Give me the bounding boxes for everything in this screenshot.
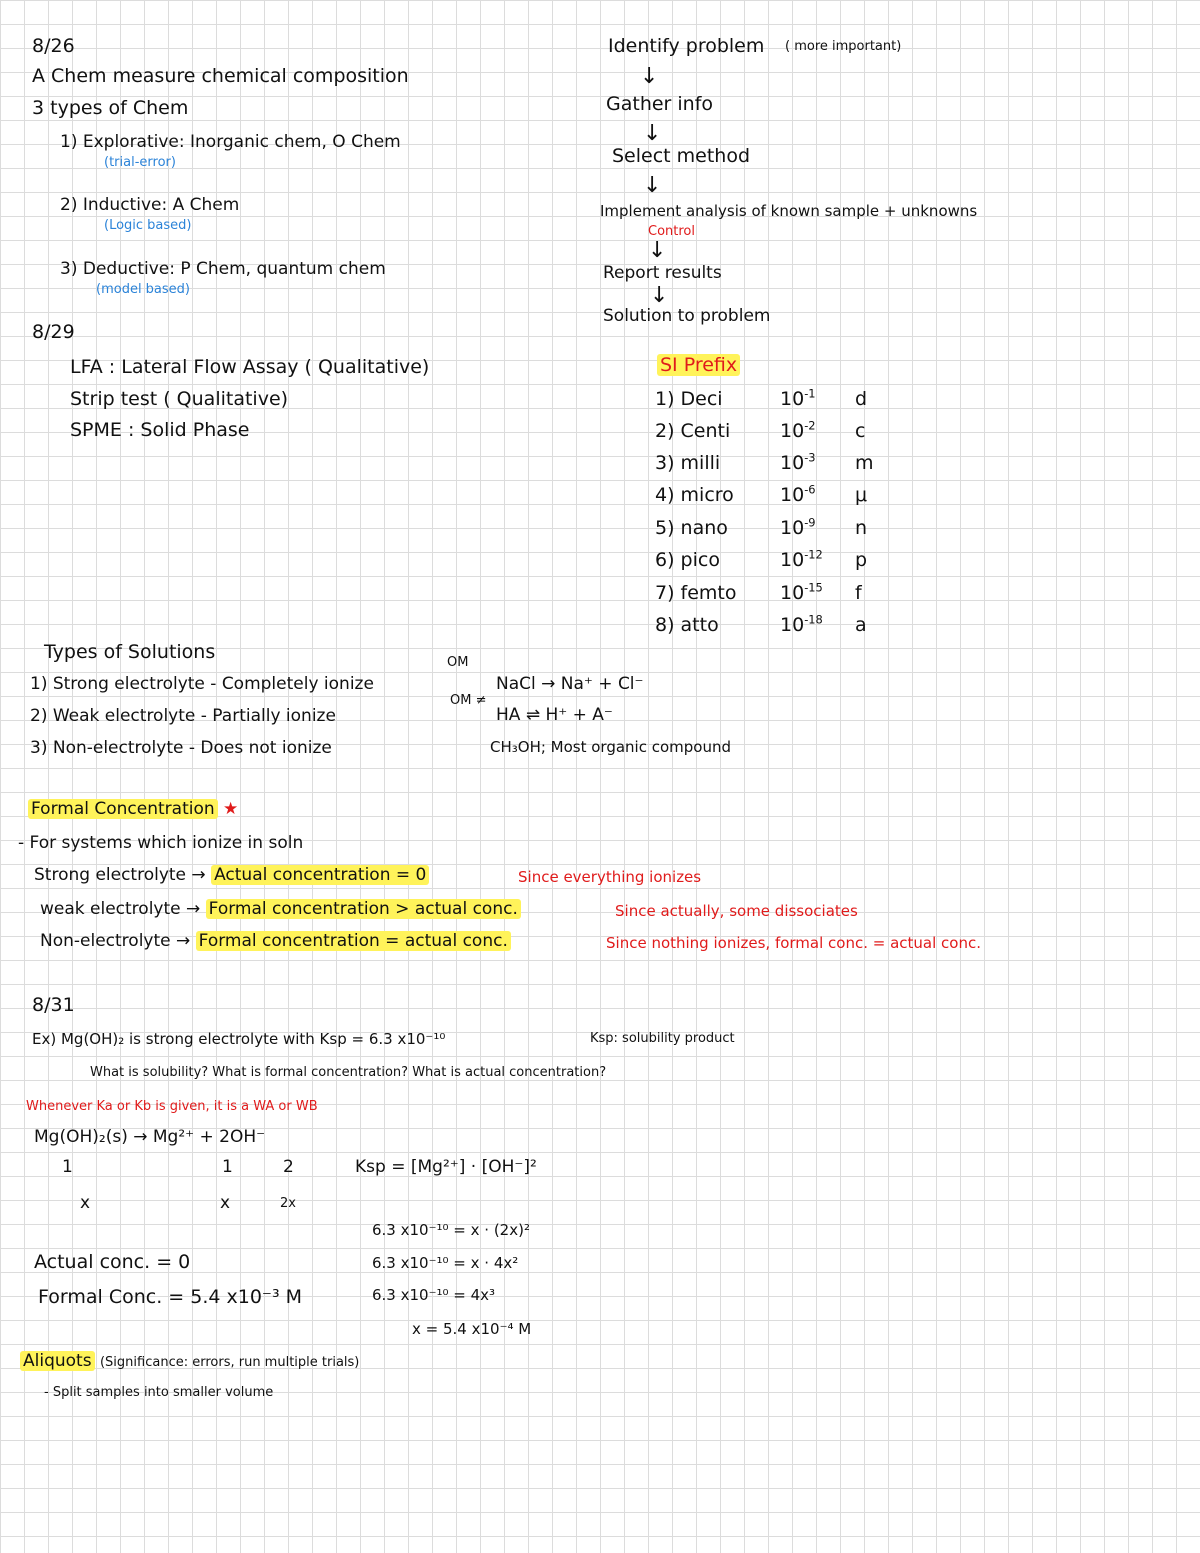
reaction-equation: Mg(OH)₂(s) → Mg²⁺ + 2OH⁻ [34,1127,266,1147]
ksp-expression: Ksp = [Mg²⁺] · [OH⁻]² [355,1157,537,1177]
formal-weak-note: Since actually, some dissociates [615,902,858,920]
formal-strong-label: Strong electrolyte → [34,865,206,885]
si-prefix-row [655,452,885,482]
si-prefix-name: 6) pico [655,549,720,571]
var-2: x [220,1193,231,1213]
si-prefix-power [780,388,816,410]
si-prefix-title-text: SI Prefix [657,354,740,376]
si-prefix-exponent: -3 [804,450,816,465]
type-deductive: 3) Deductive: P Chem, quantum chem [60,259,386,279]
si-prefix-power [780,484,816,506]
si-prefix-name: 4) micro [655,484,734,506]
coef-3: 2 [283,1157,294,1177]
types-of-chem-heading: 3 types of Chem [32,97,189,119]
si-prefix-power [780,549,823,571]
si-prefix-name: 1) Deci [655,388,723,410]
si-prefix-name: 5) nano [655,517,728,539]
flow-solution: Solution to problem [603,306,771,326]
calc-step-4: x = 5.4 x10⁻⁴ M [412,1320,532,1338]
si-prefix-base: 10 [780,614,805,636]
si-prefix-base: 10 [780,549,805,571]
si-prefix-power [780,582,823,604]
si-prefix-name: 7) femto [655,582,737,604]
formal-non-row [40,932,511,952]
si-prefix-base: 10 [780,452,805,474]
aliquots-heading [20,1352,359,1372]
type-inductive-note: (Logic based) [104,218,192,233]
formal-strong-highlight: Actual concentration = 0 [211,865,429,885]
flow-arrow-2: ↓ [643,121,662,146]
si-prefix-power [780,452,816,474]
si-prefix-base: 10 [780,517,805,539]
si-prefix-title [657,355,740,377]
si-prefix-exponent: -18 [804,612,823,627]
flow-arrow-1: ↓ [640,64,659,89]
formal-strong-note: Since everything ionizes [518,868,702,886]
flow-identify-problem: Identify problem [608,35,765,57]
flow-implement-analysis: Implement analysis of known sample + unknowns [600,202,978,220]
si-prefix-base: 10 [780,582,805,604]
formal-concentration-heading [28,800,238,820]
spme-line: SPME : Solid Phase [70,419,250,441]
type-deductive-note: (model based) [96,282,190,297]
si-prefix-row [655,388,885,418]
flow-identify-note: ( more important) [785,39,902,54]
formal-non-label: Non-electrolyte → [40,931,191,951]
si-prefix-exponent: -9 [804,515,816,530]
example-questions: What is solubility? What is formal concentration? What is actual concentration? [90,1065,607,1080]
coef-2: 1 [222,1157,233,1177]
si-prefix-base: 10 [780,420,805,442]
si-prefix-symbol: μ [855,484,868,506]
si-prefix-power [780,517,816,539]
flow-report-results: Report results [603,263,722,283]
solution-non: 3) Non-electrolyte - Does not ionize [30,738,332,758]
flow-arrow-4: ↓ [648,238,667,263]
strip-test-line: Strip test ( Qualitative) [70,388,289,410]
si-prefix-row [655,614,885,644]
calc-step-1: 6.3 x10⁻¹⁰ = x · (2x)² [372,1221,530,1239]
si-prefix-row [655,549,885,579]
si-prefix-exponent: -2 [804,418,816,433]
si-prefix-exponent: -15 [804,580,823,595]
actual-conc: Actual conc. = 0 [34,1251,191,1273]
si-prefix-symbol: p [855,549,868,571]
om-label-1: OM [447,655,469,670]
date-8-26: 8/26 [32,35,75,57]
types-of-solutions-heading: Types of Solutions [44,641,216,663]
aliquots-detail: - Split samples into smaller volume [44,1385,274,1400]
si-prefix-exponent: -1 [804,386,816,401]
date-8-29: 8/29 [32,321,75,343]
si-prefix-name: 2) Centi [655,420,731,442]
formal-weak-label: weak electrolyte → [40,899,201,919]
calc-step-3: 6.3 x10⁻¹⁰ = 4x³ [372,1286,496,1304]
si-prefix-base: 10 [780,388,805,410]
si-prefix-symbol: a [855,614,867,636]
solution-weak: 2) Weak electrolyte - Partially ionize [30,706,336,726]
si-prefix-symbol: c [855,420,866,442]
example-line: Ex) Mg(OH)₂ is strong electrolyte with Ksp = 6.3 x10⁻¹⁰ [32,1030,446,1048]
flow-arrow-5: ↓ [650,283,669,308]
formal-conc: Formal Conc. = 5.4 x10⁻³ M [38,1286,302,1308]
formal-intro: - For systems which ionize in soln [18,833,304,853]
si-prefix-name: 8) atto [655,614,719,636]
si-prefix-symbol: d [855,388,868,410]
calc-step-2: 6.3 x10⁻¹⁰ = x · 4x² [372,1254,519,1272]
star-icon: ★ [223,799,239,819]
si-prefix-row [655,420,885,450]
si-prefix-symbol: f [855,582,862,604]
si-prefix-power [780,420,816,442]
si-prefix-row [655,484,885,514]
si-prefix-exponent: -12 [804,547,823,562]
formal-strong-row [34,866,429,886]
formal-non-note: Since nothing ionizes, formal conc. = actual conc. [606,934,981,952]
om-label-2: OM ≠ [450,693,487,708]
si-prefix-symbol: n [855,517,868,539]
si-prefix-row [655,582,885,612]
flow-gather-info: Gather info [606,93,714,115]
solution-strong: 1) Strong electrolyte - Completely ionize [30,674,374,694]
date-8-31: 8/31 [32,994,75,1016]
coef-1: 1 [62,1157,73,1177]
var-3: 2x [280,1196,296,1211]
si-prefix-row [655,517,885,547]
equation-ha: HA ⇌ H⁺ + A⁻ [496,705,613,725]
ka-kb-rule: Whenever Ka or Kb is given, it is a WA or WB [26,1099,318,1114]
aliquots-heading-text: Aliquots [20,1351,95,1371]
formal-weak-row [40,900,521,920]
si-prefix-base: 10 [780,484,805,506]
aliquots-note: (Significance: errors, run multiple trials) [99,1355,360,1370]
flow-control-note: Control [648,224,695,239]
si-prefix-exponent: -6 [804,482,816,497]
ksp-note: Ksp: solubility product [590,1031,735,1046]
achem-definition: A Chem measure chemical composition [32,65,409,87]
var-1: x [80,1193,91,1213]
si-prefix-power [780,614,823,636]
equation-nacl: NaCl → Na⁺ + Cl⁻ [496,674,644,694]
flow-select-method: Select method [612,145,751,167]
flow-arrow-3: ↓ [643,173,662,198]
si-prefix-symbol: m [855,452,874,474]
type-inductive: 2) Inductive: A Chem [60,195,240,215]
type-explorative-note: (trial-error) [104,155,176,170]
formal-non-highlight: Formal concentration = actual conc. [196,931,511,951]
formal-weak-highlight: Formal concentration > actual conc. [206,899,521,919]
formal-concentration-heading-text: Formal Concentration [28,799,218,819]
si-prefix-name: 3) milli [655,452,721,474]
lfa-line: LFA : Lateral Flow Assay ( Qualitative) [70,356,430,378]
equation-ch3oh: CH₃OH; Most organic compound [490,738,732,756]
type-explorative: 1) Explorative: Inorganic chem, O Chem [60,132,401,152]
